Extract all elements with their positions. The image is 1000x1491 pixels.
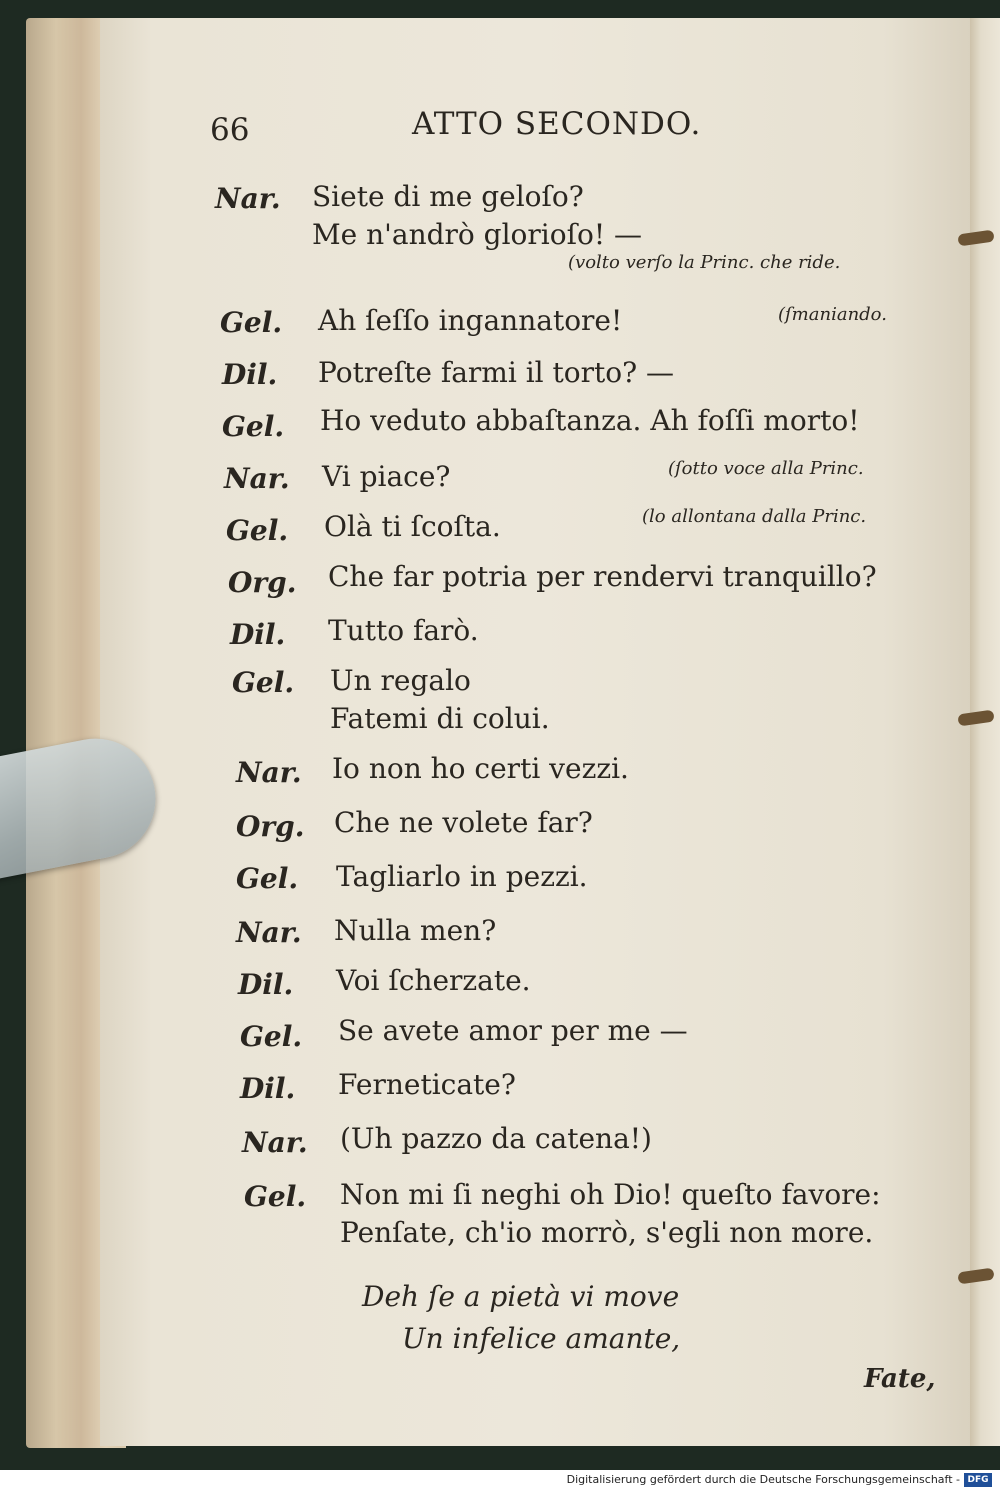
- dialogue-line: Io non ho certi vezzi.: [332, 752, 629, 785]
- stage-direction: (volto verſo la Princ. che ride.: [568, 252, 841, 273]
- speaker-name: Nar.: [215, 182, 281, 215]
- dfg-logo: DFG: [964, 1473, 992, 1487]
- speaker-name: Nar.: [236, 756, 302, 789]
- dialogue-line: Ah ſeſſo ingannatore!: [318, 304, 623, 337]
- footer-bar: [0, 1470, 1000, 1491]
- speaker-name: Gel.: [240, 1020, 303, 1053]
- verse-line: Deh ſe a pietà vi move: [362, 1280, 680, 1313]
- dialogue-line: Se avete amor per me —: [338, 1014, 688, 1047]
- speaker-name: Gel.: [244, 1180, 307, 1213]
- dialogue-line: Tagliarlo in pezzi.: [336, 860, 588, 893]
- dialogue-line: Ho veduto abbaſtanza. Ah foſſi morto!: [320, 404, 860, 437]
- dialogue-line: Me n'andrò glorioſo! —: [312, 218, 642, 251]
- speaker-name: Nar.: [242, 1126, 308, 1159]
- dialogue-line: Ferneticate?: [338, 1068, 516, 1101]
- dialogue-line: Olà ti ſcoſta.: [324, 510, 501, 543]
- speaker-name: Dil.: [240, 1072, 296, 1105]
- speaker-name: Gel.: [222, 410, 285, 443]
- speaker-name: Org.: [236, 810, 305, 843]
- stage-direction: (ſotto voce alla Princ.: [668, 458, 864, 479]
- dialogue-line: Voi ſcherzate.: [336, 964, 531, 997]
- dialogue-line: Non mi ſi neghi oh Dio! queſto favore:: [340, 1178, 881, 1211]
- verse-line: Un infelice amante,: [402, 1322, 681, 1355]
- dialogue-line: Penſate, ch'io morrò, s'egli non more.: [340, 1216, 874, 1249]
- dialogue-line: Tutto farò.: [328, 614, 479, 647]
- dialogue-line: (Uh pazzo da catena!): [340, 1122, 652, 1155]
- page-number: 66: [210, 112, 250, 148]
- dialogue-line: Che ne volete far?: [334, 806, 593, 839]
- dialogue-line: Fatemi di colui.: [330, 702, 550, 735]
- funding-credit: Digitalisierung gefördert durch die Deutsche Forschungsgemeinschaft -: [566, 1473, 960, 1486]
- stage-direction: (lo allontana dalla Princ.: [642, 506, 867, 527]
- dialogue-line: Un regalo: [330, 664, 471, 697]
- speaker-name: Dil.: [238, 968, 294, 1001]
- dialogue-line: Potreſte farmi il torto? —: [318, 356, 675, 389]
- dialogue-line: Che far potria per rendervi tranquillo?: [328, 560, 877, 593]
- speaker-name: Dil.: [222, 358, 278, 391]
- dialogue-line: Vi piace?: [322, 460, 451, 493]
- speaker-name: Dil.: [230, 618, 286, 651]
- speaker-name: Gel.: [226, 514, 289, 547]
- speaker-name: Nar.: [224, 462, 290, 495]
- dialogue-line: Siete di me geloſo?: [312, 180, 584, 213]
- running-head: ATTO SECONDO.: [412, 106, 702, 142]
- stage-direction: (ſmaniando.: [778, 304, 887, 325]
- speaker-name: Gel.: [220, 306, 283, 339]
- speaker-name: Nar.: [236, 916, 302, 949]
- speaker-name: Gel.: [236, 862, 299, 895]
- catchword: Fate,: [864, 1364, 936, 1394]
- speaker-name: Org.: [228, 566, 297, 599]
- dialogue-line: Nulla men?: [334, 914, 497, 947]
- speaker-name: Gel.: [232, 666, 295, 699]
